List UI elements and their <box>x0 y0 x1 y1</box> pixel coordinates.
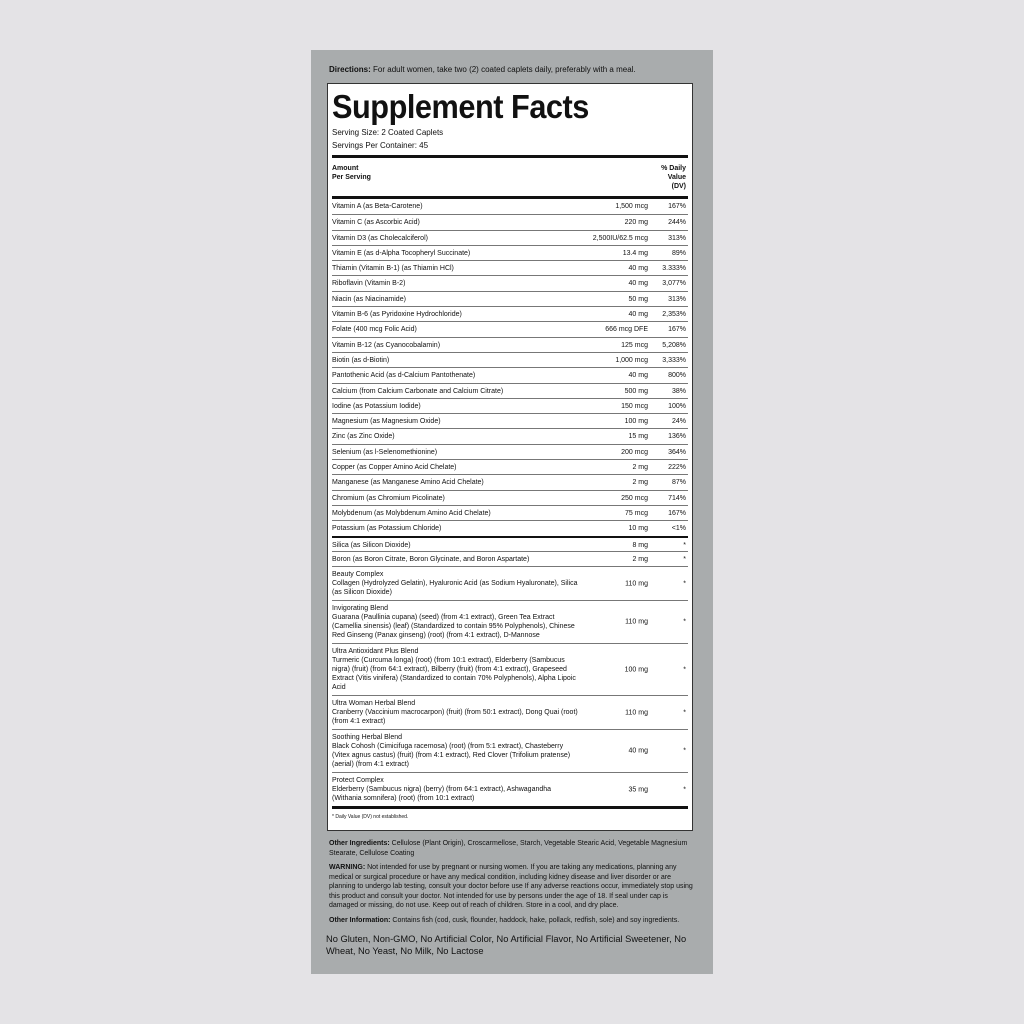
blend-amount: 100 mg <box>624 666 648 674</box>
nutrient-row <box>332 260 688 275</box>
ingredient-name: Boron (as Boron Citrate, Boron Glycinate, and Boron Aspartate) <box>332 555 530 563</box>
other-ingredients-label: Other Ingredients: <box>329 840 390 847</box>
blend-row <box>332 729 688 772</box>
blend-ingredients: Turmeric (Curcuma longa) (root) (from 10:1 extract), Elderberry (Sambucus nigra) (fruit) (from 64:1 extract), Bilberry (fruit) (from 4:1 extract), Grapeseed Extract (Vitis vinifera) (Standardized to contain 70% Polyphenols), Alpha Lipoic Acid <box>332 657 576 692</box>
blend-row <box>332 600 688 643</box>
nutrient-name: Calcium (from Calcium Carbonate and Calcium Citrate) <box>332 387 504 395</box>
nutrient-row <box>332 245 688 260</box>
label-panel <box>311 50 713 974</box>
nutrient-amount: 10 mg <box>628 525 648 533</box>
nutrient-row <box>332 398 688 413</box>
nutrient-name: Molybdenum (as Molybdenum Amino Acid Chelate) <box>332 509 491 517</box>
ingredient-amount: 8 mg <box>632 541 648 549</box>
ingredient-name: Silica (as Silicon Dioxide) <box>332 541 411 549</box>
nutrient-name: Vitamin D3 (as Cholecalciferol) <box>332 234 428 242</box>
nutrient-name: Vitamin A (as Beta-Carotene) <box>332 203 423 210</box>
nutrient-name: Vitamin B-6 (as Pyridoxine Hydrochloride) <box>332 311 462 319</box>
nutrient-row <box>332 459 688 474</box>
blend-dv: * <box>683 709 686 717</box>
blend-title: Protect Complex <box>332 777 384 785</box>
nutrient-dv: 3,077% <box>662 280 686 288</box>
blend-row <box>332 695 688 729</box>
nutrient-name: Niacin (as Niacinamide) <box>332 295 406 303</box>
nutrient-name: Manganese (as Manganese Amino Acid Chelate) <box>332 479 484 487</box>
free-from-statement: No Gluten, Non-GMO, No Artificial Color, No Artificial Flavor, No Artificial Sweetener, No Wheat, No Yeast, No Milk, No Lactose <box>326 934 687 956</box>
amount-header-line1: Amount <box>332 165 359 172</box>
nutrient-amount: 2 mg <box>632 479 648 487</box>
ingredient-row <box>332 551 688 566</box>
nutrient-name: Pantothenic Acid (as d-Calcium Pantothenate) <box>332 372 476 380</box>
nutrient-name: Copper (as Copper Amino Acid Chelate) <box>332 464 457 472</box>
nutrient-row <box>332 444 688 459</box>
nutrient-dv: 136% <box>668 433 686 441</box>
blend-title: Soothing Herbal Blend <box>332 734 403 742</box>
blend-ingredients: Black Cohosh (Cimicifuga racemosa) (root) (from 5:1 extract), Chasteberry (Vitex agnus castus) (fruit) (from 4:1 extract), Red Clover (Trifolium pratense) (aerial) (from 4:1 extract) <box>332 743 571 769</box>
nutrient-amount: 15 mg <box>628 433 648 441</box>
nutrient-row <box>332 352 688 367</box>
nutrient-dv: <1% <box>671 525 686 533</box>
nutrient-row <box>332 291 688 306</box>
nutrient-amount: 75 mcg <box>625 509 648 517</box>
other-information <box>329 916 697 926</box>
warning <box>329 863 697 911</box>
directions-text: For adult women, take two (2) coated caplets daily, preferably with a meal. <box>370 65 636 74</box>
serving-size: Serving Size: 2 Coated Caplets <box>332 128 444 137</box>
nutrient-amount: 250 mcg <box>621 494 648 502</box>
blend-dv: * <box>683 580 686 588</box>
other-information-label: Other Information: <box>329 917 391 924</box>
other-information-text: Contains fish (cod, cusk, flounder, haddock, hake, pollack, redfish, sole) and soy ingredients. <box>390 917 680 924</box>
servings-per-container: Servings Per Container: 45 <box>332 141 429 150</box>
supplement-facts-box <box>327 83 693 831</box>
nutrient-name: Zinc (as Zinc Oxide) <box>332 433 395 441</box>
nutrient-dv: 5,208% <box>662 341 686 349</box>
nutrient-name: Riboflavin (Vitamin B-2) <box>332 280 406 288</box>
nutrient-amount: 40 mg <box>628 372 648 380</box>
nutrient-row <box>332 214 688 229</box>
nutrient-dv: 167% <box>668 203 686 210</box>
blend-dv: * <box>683 786 686 794</box>
nutrient-amount: 500 mg <box>624 387 648 395</box>
directions <box>329 65 699 75</box>
nutrient-row <box>332 474 688 489</box>
nutrient-dv: 364% <box>668 448 686 456</box>
nutrient-row <box>332 199 688 214</box>
blend-ingredients: Elderberry (Sambucus nigra) (berry) (from 64:1 extract), Ashwagandha (Withania somnifera) (root) (from 10:1 extract) <box>332 786 552 803</box>
amount-header <box>332 164 371 182</box>
nutrient-row <box>332 428 688 443</box>
nutrient-row <box>332 275 688 290</box>
blend-amount: 40 mg <box>628 747 648 755</box>
nutrient-dv: 313% <box>668 234 686 242</box>
nutrient-row <box>332 321 688 336</box>
directions-label: Directions: <box>329 65 371 74</box>
nutrient-name: Iodine (as Potassium Iodide) <box>332 402 421 410</box>
nutrient-dv: 313% <box>668 295 686 303</box>
amount-header-line2: Per Serving <box>332 174 371 181</box>
nutrient-dv: 2,353% <box>662 311 686 319</box>
nutrient-row <box>332 383 688 398</box>
nutrient-dv: 3.333% <box>662 265 686 273</box>
footnote: * Daily Value (DV) not established. <box>332 814 409 821</box>
blend-amount: 110 mg <box>625 618 648 626</box>
ingredient-row <box>332 536 688 551</box>
ingredient-dv: * <box>683 555 686 563</box>
blend-dv: * <box>683 747 686 755</box>
nutrient-name: Vitamin E (as d-Alpha Tocopheryl Succinate) <box>332 249 471 257</box>
nutrient-name: Vitamin B-12 (as Cyanocobalamin) <box>332 341 441 349</box>
blend-title: Ultra Antioxidant Plus Blend <box>332 648 419 656</box>
blend-ingredients: Cranberry (Vaccinium macrocarpon) (fruit) (from 50:1 extract), Dong Quai (root) (from 4:1 extract) <box>332 709 578 726</box>
nutrient-row <box>332 413 688 428</box>
blend-amount: 110 mg <box>625 580 648 588</box>
blend-title: Invigorating Blend <box>332 605 389 613</box>
nutrient-name: Potassium (as Potassium Chloride) <box>332 525 442 533</box>
blend-amount: 35 mg <box>628 786 648 794</box>
blend-title: Beauty Complex <box>332 571 384 579</box>
warning-text: Not intended for use by pregnant or nursing women. If you are taking any medications, planning any medical or surgical procedure or have any medical condition, including kidney disease and liver disorder or are planning to undergo lab testing, consult your doctor before use If any adverse reactions occur, immediately stop using this product and consult your doctor. Not intended for use by persons under the age of 18. If seal under cap is damaged or missing, do not use. Keep out of reach of children. Store in a cool, and dry place. <box>329 864 693 909</box>
blend-text <box>332 601 582 643</box>
nutrient-dv: 3,333% <box>662 356 686 364</box>
nutrient-table <box>332 199 688 806</box>
nutrient-row <box>332 505 688 520</box>
nutrient-dv: 167% <box>668 326 686 334</box>
nutrient-row <box>332 230 688 245</box>
nutrient-dv: 87% <box>671 479 686 487</box>
nutrient-amount: 50 mg <box>628 295 648 303</box>
nutrient-row <box>332 367 688 382</box>
nutrient-row <box>332 490 688 505</box>
nutrient-name: Thiamin (Vitamin B-1) (as Thiamin HCl) <box>332 265 454 273</box>
nutrient-amount: 40 mg <box>628 280 648 288</box>
nutrient-amount: 40 mg <box>628 265 648 273</box>
nutrient-name: Magnesium (as Magnesium Oxide) <box>332 418 441 426</box>
dv-header <box>661 164 686 191</box>
nutrient-name: Folate (400 mcg Folic Acid) <box>332 326 417 334</box>
blend-dv: * <box>683 618 686 626</box>
nutrient-name: Selenium (as l-Selenomethionine) <box>332 448 438 456</box>
nutrient-amount: 125 mcg <box>621 341 648 349</box>
nutrient-amount: 200 mcg <box>621 448 648 456</box>
ingredient-dv: * <box>683 541 686 549</box>
nutrient-dv: 800% <box>668 372 686 380</box>
nutrient-name: Chromium (as Chromium Picolinate) <box>332 494 445 502</box>
blend-row <box>332 643 688 695</box>
nutrient-dv: 89% <box>671 249 686 257</box>
nutrient-dv: 24% <box>671 418 686 426</box>
nutrient-amount: 100 mg <box>624 418 648 426</box>
dv-header-line2: Value <box>667 174 686 181</box>
blend-text <box>332 567 582 600</box>
blend-title: Ultra Woman Herbal Blend <box>332 700 416 708</box>
nutrient-name: Biotin (as d-Biotin) <box>332 356 390 364</box>
dv-header-line3: (DV) <box>671 183 686 190</box>
warning-label: WARNING: <box>329 864 366 871</box>
nutrient-row <box>332 337 688 352</box>
table-header <box>332 158 688 196</box>
nutrient-amount: 150 mcg <box>621 402 648 410</box>
facts-title: Supplement Facts <box>332 88 589 125</box>
dv-header-line1: % Daily <box>661 165 686 172</box>
other-ingredients-text: Cellulose (Plant Origin), Croscarmellose, Starch, Vegetable Stearic Acid, Vegetable Magnesium Stearate, Cellulose Coating <box>329 840 688 857</box>
nutrient-dv: 100% <box>668 402 686 410</box>
blend-ingredients: Collagen (Hydrolyzed Gelatin), Hyaluronic Acid (as Sodium Hyaluronate), Silica (as Silicon Dioxide) <box>332 580 578 597</box>
blend-text <box>332 773 582 806</box>
nutrient-amount: 2 mg <box>632 464 648 472</box>
nutrient-amount: 40 mg <box>628 311 648 319</box>
nutrient-dv: 714% <box>668 494 686 502</box>
nutrient-amount: 13.4 mg <box>622 249 648 257</box>
blend-ingredients: Guarana (Paullinia cupana) (seed) (from 4:1 extract), Green Tea Extract (Camellia sinensis) (leaf) (Standardized to contain 95% Polyphenols), Chinese Red Ginseng (Panax ginseng) (root) (from 4:1 extract), D-Mannose <box>332 614 575 640</box>
nutrient-dv: 244% <box>668 219 686 227</box>
ingredient-amount: 2 mg <box>632 555 648 563</box>
nutrient-row <box>332 520 688 535</box>
blend-row <box>332 772 688 806</box>
blend-text <box>332 644 582 695</box>
nutrient-amount: 220 mg <box>624 219 648 227</box>
nutrient-dv: 167% <box>668 509 686 517</box>
nutrient-dv: 38% <box>671 387 686 395</box>
blend-text <box>332 730 582 772</box>
blend-amount: 110 mg <box>625 709 648 717</box>
nutrient-amount: 1,000 mcg <box>615 356 648 364</box>
nutrient-row <box>332 306 688 321</box>
blend-row <box>332 566 688 600</box>
nutrient-dv: 222% <box>668 464 686 472</box>
blend-text <box>332 696 582 729</box>
nutrient-amount: 2,500IU/62.5 mcg <box>592 234 648 242</box>
blend-dv: * <box>683 666 686 674</box>
other-ingredients <box>329 839 697 858</box>
nutrient-amount: 666 mcg DFE <box>605 326 648 334</box>
nutrient-amount: 1,500 mcg <box>615 203 648 210</box>
nutrient-name: Vitamin C (as Ascorbic Acid) <box>332 219 420 227</box>
